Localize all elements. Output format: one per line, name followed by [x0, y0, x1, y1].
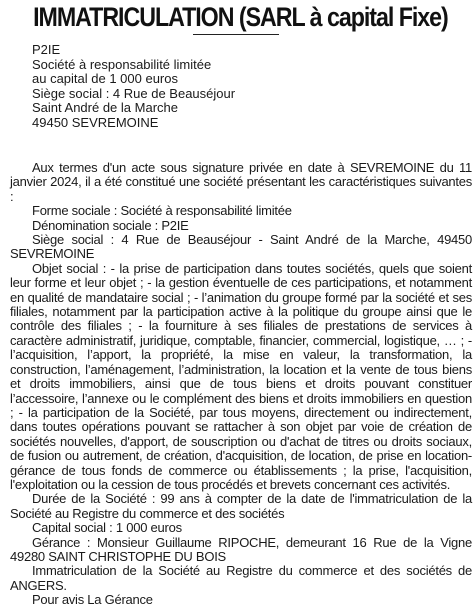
- paragraph-signature: Pour avis La Gérance: [32, 592, 153, 608]
- paragraph-immatriculation: Immatriculation de la Société au Registre du commerce et des sociétés de ANGERS.: [10, 563, 472, 593]
- paragraph-objet: Objet social : - la prise de participation dans toutes sociétés, quels que soient leur forme et leur objet ; - la gestion éventuelle de ces participations, et notamment en qualité de mandataire social ; - l’animation du groupe formé par la société et ses filiales, notamment par la participation active à la politique du groupe ainsi que le contrôle des filiales ; - la fourniture à ses filiales de prestations de services à caractère administratif, juridique, comptable, financier, commercial, logistique, … ; - l’acquisition, l’apport, la propriété, la mise en valeur, la transformation, la construction, l’aménagement, l’administration, la location et la vente de tous biens et droits immobiliers, ainsi que de tous biens et droits pouvant constituer l’accessoire, l’annexe ou le complément des biens et droits immobiliers en question ; - la participation de la Société, par tous moyens, directement ou indirectement, dans toutes opérations pouvant se rattacher à son objet par voie de création de sociétés nouvelles, d'apport, de souscription ou d'achat de titres ou droits sociaux, de fusion ou autrement, de création, d'acquisition, de location, de prise en location-gérance de tous fonds de commerce ou établissements ; la prise, l'acquisition, l'exploitation ou la cession de tous procédés et brevets concernant ces activités.: [10, 260, 472, 492]
- company-header: [32, 43, 235, 131]
- company-capital: au capital de 1 000 euros: [32, 71, 178, 87]
- company-name: P2IE: [32, 42, 61, 57]
- company-address-city: 49450 SEVREMOINE: [32, 114, 159, 130]
- paragraph-duree: Durée de la Société : 99 ans à compter de la date de l'immatriculation de la Société au Registre du commerce et des sociétés: [10, 491, 472, 521]
- notice-title: IMMATRICULATION (SARL à capital Fixe): [33, 2, 448, 32]
- paragraph-gerance: Gérance : Monsieur Guillaume RIPOCHE, demeurant 16 Rue de la Vigne 49280 SAINT CHRISTOPHE DU BOIS: [10, 534, 472, 564]
- company-address-street: Siège social : 4 Rue de Beauséjour: [32, 85, 236, 101]
- paragraph-capital: Capital social : 1 000 euros: [32, 520, 182, 536]
- paragraph-intro: Aux termes d'un acte sous signature privée en date à SEVREMOINE du 11 janvier 2024, il a été constitué une société présentant les caractéristiques suivantes :: [10, 160, 472, 204]
- company-address-locality: Saint André de la Marche: [32, 100, 178, 116]
- company-form: Société à responsabilité limitée: [32, 56, 212, 72]
- notice-body: [10, 161, 472, 608]
- title-underline: [193, 34, 279, 35]
- paragraph-siege: Siège social : 4 Rue de Beauséjour - Saint André de la Marche, 49450 SEVREMOINE: [10, 232, 472, 262]
- paragraph-forme: Forme sociale : Société à responsabilité limitée: [32, 203, 292, 219]
- paragraph-denomination: Dénomination sociale : P2IE: [32, 217, 189, 233]
